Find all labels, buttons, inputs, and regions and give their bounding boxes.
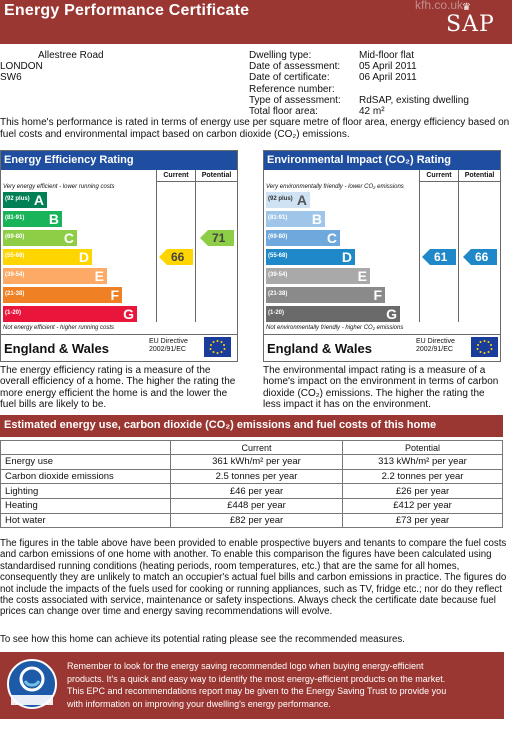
band-letter: C [326, 230, 337, 246]
energy-saving-recommended-logo [3, 657, 61, 715]
detail-row [249, 50, 469, 61]
row-label: Lighting [1, 484, 171, 499]
rating-band-g [266, 306, 400, 322]
rating-band-a [3, 192, 47, 208]
eu-directive-label [416, 338, 455, 354]
detail-label: Reference number: [249, 83, 335, 95]
eu-stars-icon [204, 337, 231, 357]
table-header-current: Current [171, 441, 343, 455]
potential-column-header: Potential [195, 170, 237, 182]
current-rating-arrow-value: 61 [434, 250, 448, 264]
potential-rating-arrow-value: 66 [475, 250, 489, 264]
table-header-row [1, 441, 503, 455]
band-letter: E [357, 268, 367, 284]
recommendation-note: To see how this home can achieve its potential rating please see the recommended measures. [0, 634, 405, 645]
energy-efficiency-title: Energy Efficiency Rating [1, 151, 237, 170]
page-title: Energy Performance Certificate [4, 2, 250, 19]
detail-value: RdSAP, existing dwelling [359, 94, 469, 106]
row-current: 2.5 tonnes per year [171, 469, 343, 484]
header-banner [0, 0, 512, 44]
detail-label: Total floor area: [249, 106, 318, 118]
band-range: (69-80) [5, 234, 25, 240]
footer-line-1: Remember to look for the energy saving recommended logo when buying energy-efficient [67, 661, 424, 671]
current-rating-arrow-value: 66 [171, 250, 185, 264]
footer-line-4: with information on improving your dwelling's energy performance. [67, 698, 331, 709]
energy-saving-recommended-icon [3, 657, 61, 715]
band-letter: F [373, 287, 382, 303]
table-row [1, 484, 503, 499]
detail-label: Date of certificate: [249, 72, 330, 84]
eu-flag-icon [204, 337, 231, 357]
rating-band-c [266, 230, 340, 246]
rating-band-b [3, 211, 62, 227]
top-note: Very energy efficient - lower running costs [3, 184, 115, 190]
rating-band-c [3, 230, 77, 246]
region-title: England & Wales [4, 341, 109, 356]
detail-row [249, 95, 469, 106]
divider [1, 334, 237, 335]
rating-band-f [3, 287, 122, 303]
energy-efficiency-panel [0, 150, 238, 362]
detail-value: 42 m² [359, 106, 385, 118]
potential-rating-arrow [200, 230, 234, 246]
comparison-paragraph: The figures in the table above have been provided to enable prospective buyers and tenants to compare the fuel costs and carbon emissions of one home with another. To enable this comparison the figures have been calculated using standardised running conditions (heating periods, room temperatures, etc.) that are the same for all homes, consequently they are unlikely to match an occupier's actual fuel bills and carbon emissions in practice. The figures do not include the impacts of the fuels used for cooking or running appliances, such as TV, fridge etc.; nor do they reflect the costs associated with service, maintenance or safety inspections. Always check the certificate date because fuel prices can change over time and energy saving recommendations will evolve. [0, 538, 507, 618]
row-label: Hot water [1, 513, 171, 528]
table-row [1, 513, 503, 528]
band-range: (92 plus) [5, 196, 30, 202]
current-rating-arrow [159, 249, 193, 265]
band-range: (39-54) [5, 272, 25, 278]
rating-band-e [266, 268, 370, 284]
current-column-header: Current [419, 170, 458, 182]
table-header-potential: Potential [343, 441, 503, 455]
footer-line-3: This EPC and recommendations report may be given to the Energy Saving Trust to provide you [67, 686, 447, 696]
eu-directive-line-2: 2002/91/EC [416, 346, 453, 353]
band-letter: C [63, 230, 74, 246]
top-note: Very environmentally friendly - lower CO₂ emissions [266, 184, 404, 190]
potential-rating-arrow-value: 71 [212, 231, 226, 245]
eu-directive-line-1: EU Directive [149, 338, 188, 345]
table-row [1, 499, 503, 514]
costs-table [0, 440, 503, 528]
crown-icon: ♛ [462, 2, 471, 13]
efficiency-explanation: The energy efficiency rating is a measure of the overall efficiency of a home. The higher the rating the more energy efficient the home is and the lower the fuel bills are likely to be. [0, 365, 236, 411]
column-divider [419, 170, 420, 322]
bottom-note: Not environmentally friendly - higher CO₂ emissions [266, 325, 404, 331]
eu-directive-label [149, 338, 188, 354]
divider [264, 334, 500, 335]
row-label: Energy use [1, 455, 171, 470]
band-letter: B [48, 211, 59, 227]
dwelling-details [249, 50, 469, 117]
footer-text [67, 660, 497, 710]
address-line-1: Allestree Road [38, 50, 104, 61]
rating-band-f [266, 287, 385, 303]
eu-stars-icon [471, 337, 498, 357]
band-range: (55-68) [268, 253, 288, 259]
address-line-2: LONDON [0, 61, 43, 72]
column-divider [195, 170, 196, 322]
row-current: £82 per year [171, 513, 343, 528]
band-range: (21-38) [268, 291, 288, 297]
detail-row [249, 72, 469, 83]
detail-label: Dwelling type: [249, 50, 312, 61]
rating-band-d [3, 249, 92, 265]
band-letter: G [123, 306, 134, 322]
band-range: (39-54) [268, 272, 288, 278]
environmental-impact-title: Environmental Impact (CO₂) Rating [264, 151, 500, 170]
environment-explanation: The environmental impact rating is a measure of a home's impact on the environment in terms of carbon dioxide (CO₂) emissions. The higher the rating the less impact it has on the environment. [263, 365, 499, 411]
detail-value: 06 April 2011 [359, 72, 417, 84]
environmental-impact-panel [263, 150, 501, 362]
band-range: (1-20) [268, 310, 285, 316]
intro-text: This home's performance is rated in terms of energy use per square metre of floor area, energy efficiency based on fuel costs and environmental impact based on carbon dioxide (CO₂) emissions. [0, 117, 510, 140]
band-letter: G [386, 306, 397, 322]
detail-label: Type of assessment: [249, 94, 341, 106]
eu-flag-icon [471, 337, 498, 357]
band-letter: B [311, 211, 322, 227]
table-row [1, 455, 503, 470]
row-potential: 313 kWh/m² per year [343, 455, 503, 470]
rating-band-a [266, 192, 310, 208]
detail-row [249, 84, 469, 95]
rating-band-e [3, 268, 107, 284]
row-current: £46 per year [171, 484, 343, 499]
table-header-blank [1, 441, 171, 455]
band-range: (1-20) [5, 310, 22, 316]
band-letter: F [110, 287, 119, 303]
eu-directive-line-2: 2002/91/EC [149, 346, 186, 353]
band-range: (69-80) [268, 234, 288, 240]
costs-heading: Estimated energy use, carbon dioxide (CO₂) emissions and fuel costs of this home [0, 415, 503, 437]
rating-band-g [3, 306, 137, 322]
table-row [1, 469, 503, 484]
row-label: Carbon dioxide emissions [1, 469, 171, 484]
band-range: (81-91) [5, 215, 25, 221]
row-potential: £73 per year [343, 513, 503, 528]
current-column-header: Current [156, 170, 195, 182]
eu-directive-line-1: EU Directive [416, 338, 455, 345]
address-line-3: SW6 [0, 72, 22, 83]
column-divider [156, 170, 157, 322]
row-potential: £26 per year [343, 484, 503, 499]
detail-value: 05 April 2011 [359, 61, 417, 73]
bottom-note: Not energy efficient - higher running costs [3, 325, 115, 331]
current-rating-arrow [422, 249, 456, 265]
potential-rating-arrow [463, 249, 497, 265]
band-letter: D [341, 249, 352, 265]
row-label: Heating [1, 499, 171, 514]
band-range: (92 plus) [268, 196, 293, 202]
rating-band-b [266, 211, 325, 227]
region-title: England & Wales [267, 341, 372, 356]
row-current: £448 per year [171, 499, 343, 514]
footer-line-2: products. It's a quick and easy way to identify the most energy-efficient products on the market. [67, 673, 446, 684]
detail-value: Mid-floor flat [359, 50, 415, 61]
footer-banner [0, 652, 504, 719]
row-potential: 2.2 tonnes per year [343, 469, 503, 484]
sap-logo: SAP [446, 12, 495, 37]
band-range: (55-68) [5, 253, 25, 259]
detail-row [249, 106, 469, 117]
band-letter: A [296, 192, 307, 208]
row-current: 361 kWh/m² per year [171, 455, 343, 470]
potential-column-header: Potential [458, 170, 500, 182]
band-letter: A [33, 192, 44, 208]
row-potential: £412 per year [343, 499, 503, 514]
rating-band-d [266, 249, 355, 265]
detail-label: Date of assessment: [249, 61, 341, 73]
detail-row [249, 61, 469, 72]
band-letter: D [78, 249, 89, 265]
band-range: (81-91) [268, 215, 288, 221]
band-range: (21-38) [5, 291, 25, 297]
watermark-text: kfh.co.uk [415, 0, 464, 12]
column-divider [458, 170, 459, 322]
band-letter: E [94, 268, 104, 284]
